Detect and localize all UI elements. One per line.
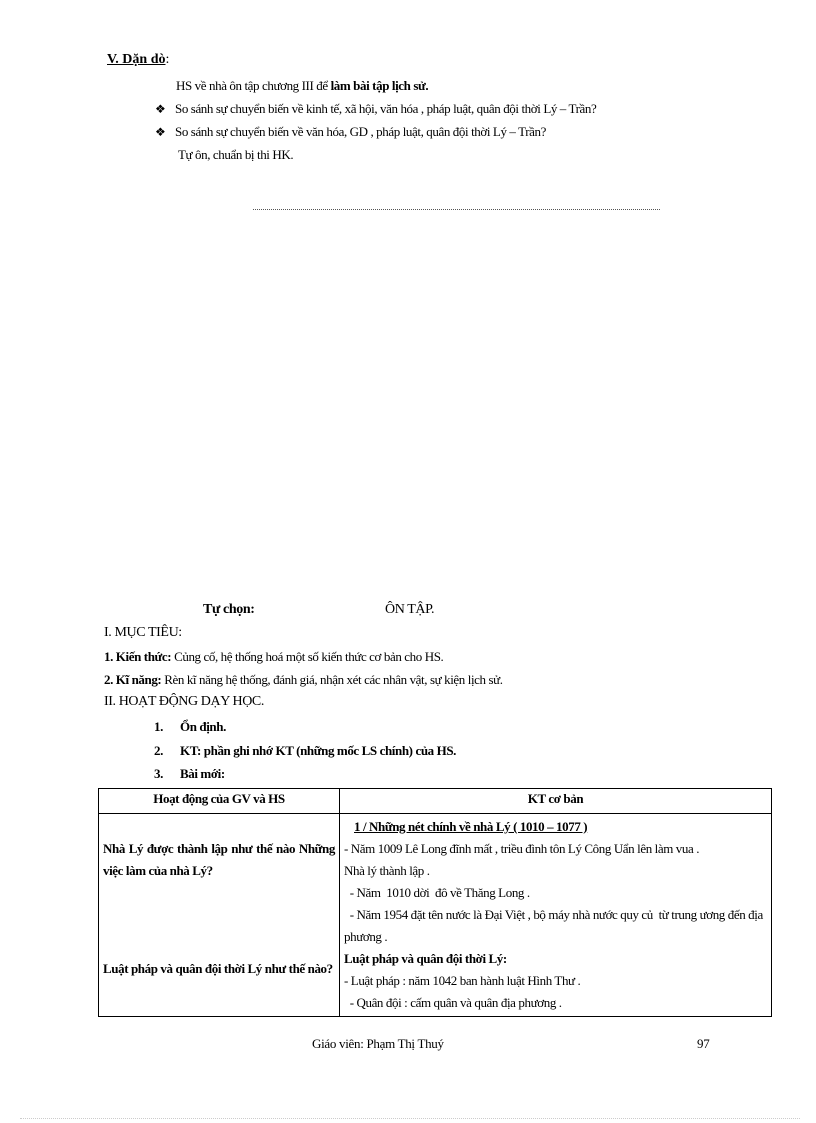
- teacher-activity-cell: [99, 814, 340, 1017]
- knowledge-cell: [340, 814, 772, 1017]
- table-header-cell: KT cơ bản: [340, 789, 772, 814]
- section-v-last-line: Tự ôn, chuẩn bị thi HK.: [178, 147, 294, 162]
- lesson-table: [98, 788, 772, 1017]
- knowledge-line: - Quân đội : cấm quân và quân địa phương .: [344, 995, 562, 1010]
- knowledge-line: Nhà lý thành lập .: [344, 863, 430, 878]
- knowledge-heading-1: 1 / Những nét chính về nhà Lý ( 1010 – 1077 ): [354, 819, 588, 834]
- step-item: [154, 766, 225, 782]
- question-2: Luật pháp và quân đội thời Lý như thế nào?: [103, 961, 333, 976]
- kien-thuc-line: [104, 649, 443, 665]
- section-v-title: V. Dặn dò: [107, 52, 166, 67]
- ki-nang-line: [104, 672, 503, 688]
- step-number: 2.: [154, 743, 163, 758]
- bullet-item: [155, 101, 596, 117]
- diamond-bullet-icon: ❖: [155, 102, 166, 116]
- kien-thuc-text: Củng cố, hệ thống hoá một số kiến thức cơ bản cho HS.: [171, 649, 444, 664]
- step-text: Ổn định.: [180, 719, 226, 734]
- knowledge-line: - Năm 1954 đặt tên nước là Đại Việt , bộ máy nhà nước quy củ từ trung ương đến địa phương .: [344, 907, 766, 944]
- dotted-separator: [253, 209, 660, 210]
- table-row: [99, 814, 772, 1017]
- section-v-line1-normal: HS về nhà ôn tập chương III để: [176, 78, 331, 93]
- step-item: [154, 743, 456, 759]
- step-text: KT: phần ghi nhớ KT (những mốc LS chính) của HS.: [180, 743, 456, 758]
- tu-chon-label: Tự chọn:: [203, 602, 255, 617]
- table-header-cell: Hoạt động của GV và HS: [99, 789, 340, 814]
- diamond-bullet-icon: ❖: [155, 125, 166, 139]
- section-v-heading: [107, 52, 169, 68]
- section-v-line1: [176, 78, 428, 94]
- knowledge-line: - Luật pháp : năm 1042 ban hành luật Hình Thư .: [344, 973, 581, 988]
- knowledge-line: - Năm 1009 Lê Long đĩnh mất , triều đình tôn Lý Công Uẩn lên làm vua .: [344, 841, 700, 856]
- section-v-line1-bold: làm bài tập lịch sử.: [330, 78, 429, 93]
- section-v-colon: :: [165, 52, 170, 67]
- question-1: Nhà Lý được thành lập như thế nào Những việc làm của nhà Lý?: [103, 841, 335, 878]
- step-item: [154, 719, 226, 735]
- step-text: Bài mới:: [180, 766, 225, 781]
- bullet-text: So sánh sự chuyển biến về văn hóa, GD , pháp luật, quân đội thời Lý – Trần?: [175, 124, 546, 139]
- knowledge-line: - Năm 1010 dời đô về Thăng Long .: [344, 885, 530, 900]
- step-number: 1.: [154, 719, 163, 734]
- ki-nang-label: 2. Kĩ năng:: [104, 672, 162, 687]
- page-number: 97: [697, 1036, 710, 1051]
- table-header-row: [99, 789, 772, 814]
- bullet-item: [155, 124, 546, 140]
- hoat-dong-heading: II. HOẠT ĐỘNG DẠY HỌC.: [104, 694, 264, 709]
- bullet-text: So sánh sự chuyển biến về kinh tế, xã hội, văn hóa , pháp luật, quân đội thời Lý – Trần?: [175, 101, 597, 116]
- muc-tieu-heading: I. MỤC TIÊU:: [104, 625, 182, 640]
- lesson-title: ÔN TẬP.: [385, 602, 435, 617]
- kien-thuc-label: 1. Kiến thức:: [104, 649, 172, 664]
- page-bottom-border: [20, 1118, 800, 1119]
- footer-teacher: Giáo viên: Phạm Thị Thuý: [312, 1036, 444, 1051]
- step-number: 3.: [154, 766, 163, 781]
- ki-nang-text: Rèn kĩ năng hệ thống, đánh giá, nhận xét các nhân vật, sự kiện lịch sử.: [161, 672, 503, 687]
- knowledge-heading-2: Luật pháp và quân đội thời Lý:: [344, 951, 507, 966]
